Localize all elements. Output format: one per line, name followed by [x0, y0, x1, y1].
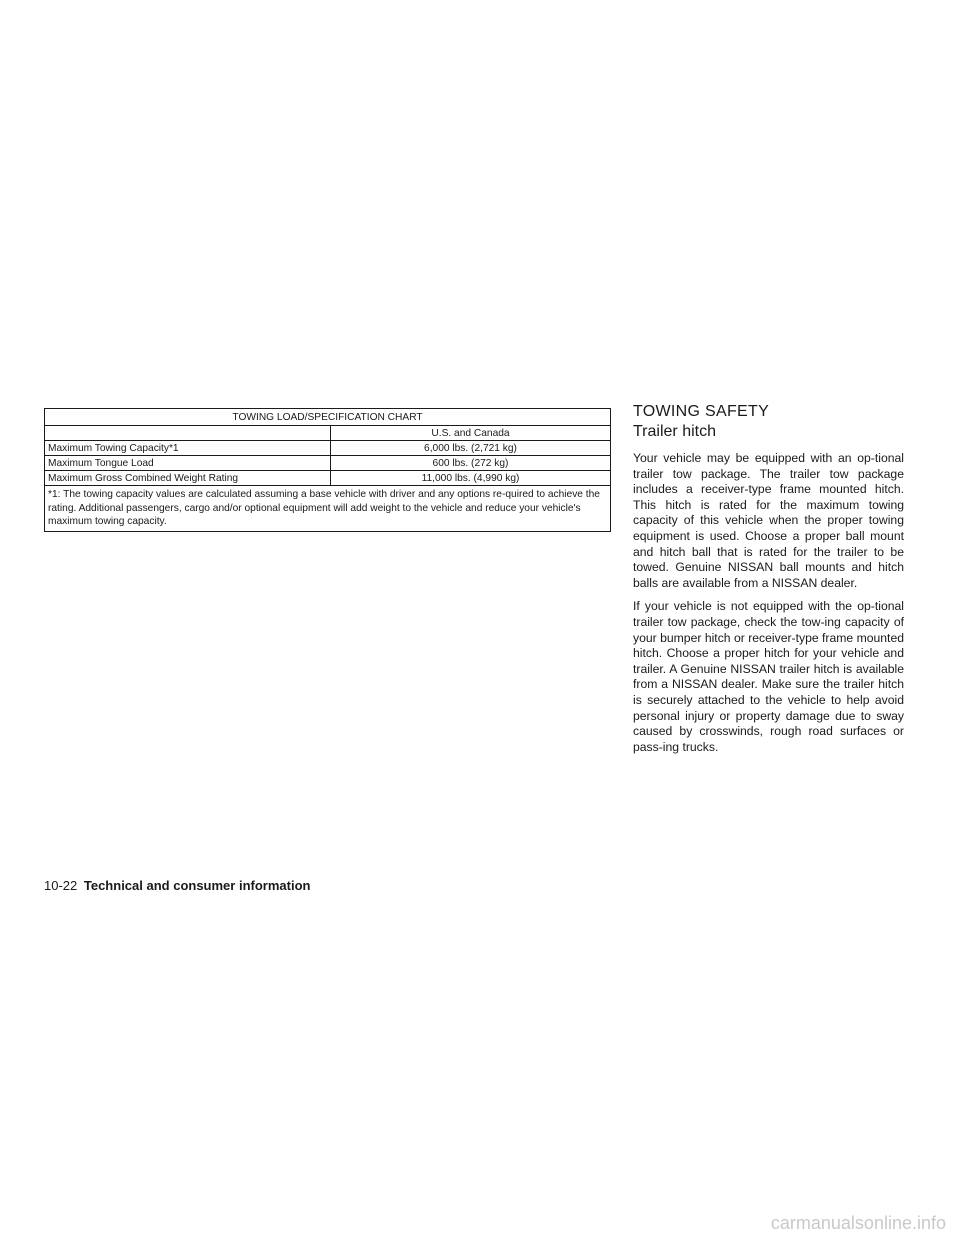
table-row — [45, 471, 611, 486]
chart-footnote: *1: The towing capacity values are calculated assuming a base vehicle with driver and any options re-quired to achieve the rating. Additional passengers, cargo and/or optional equipment will add weight to the vehicle and reduce your vehicle's maximum towing capacity. — [45, 486, 611, 532]
table-row — [45, 456, 611, 471]
body-paragraph: Your vehicle may be equipped with an op-tional trailer tow package. The trailer tow package includes a receiver-type frame mounted hitch. This hitch is rated for the maximum towing capacity of this vehicle when the proper towing equipment is used. Choose a proper ball mount and hitch ball that is rated for the trailer to be towed. Genuine NISSAN ball mounts and hitch balls are available from a NISSAN dealer. — [633, 451, 904, 590]
body-paragraph: If your vehicle is not equipped with the op-tional trailer tow package, check the tow-ing capacity of your bumper hitch or receiver-type frame mounted hitch. Choose a proper hitch for your vehicle and trailer. A Genuine NISSAN trailer hitch is available from a NISSAN dealer. Make sure the trailer hitch is securely attached to the vehicle to help avoid personal injury or property damage due to sway caused by crosswinds, rough road surfaces or pass-ing trucks. — [633, 599, 904, 754]
region-header: U.S. and Canada — [331, 426, 611, 441]
row-label-gcwr: Maximum Gross Combined Weight Rating — [45, 471, 331, 486]
row-label-tongue-load: Maximum Tongue Load — [45, 456, 331, 471]
towing-spec-chart — [44, 408, 611, 532]
row-value-gcwr: 11,000 lbs. (4,990 kg) — [331, 471, 611, 486]
page-number: 10-22 — [44, 878, 78, 893]
chapter-title: Technical and consumer information — [83, 878, 311, 893]
section-title: TOWING SAFETY — [633, 403, 770, 420]
chart-footnote-row — [45, 486, 611, 532]
header-empty-cell — [45, 426, 331, 441]
chart-header-row — [45, 426, 611, 441]
row-value-towing-capacity: 6,000 lbs. (2,721 kg) — [331, 441, 611, 456]
watermark: carmanualsonline.info — [770, 1213, 946, 1233]
towing-safety-section — [633, 402, 904, 763]
page-footer — [44, 877, 310, 895]
row-value-tongue-load: 600 lbs. (272 kg) — [331, 456, 611, 471]
row-label-towing-capacity: Maximum Towing Capacity*1 — [45, 441, 331, 456]
section-subtitle: Trailer hitch — [633, 423, 716, 440]
table-row — [45, 441, 611, 456]
chart-caption-row — [45, 409, 611, 426]
chart-caption: TOWING LOAD/SPECIFICATION CHART — [45, 409, 611, 426]
